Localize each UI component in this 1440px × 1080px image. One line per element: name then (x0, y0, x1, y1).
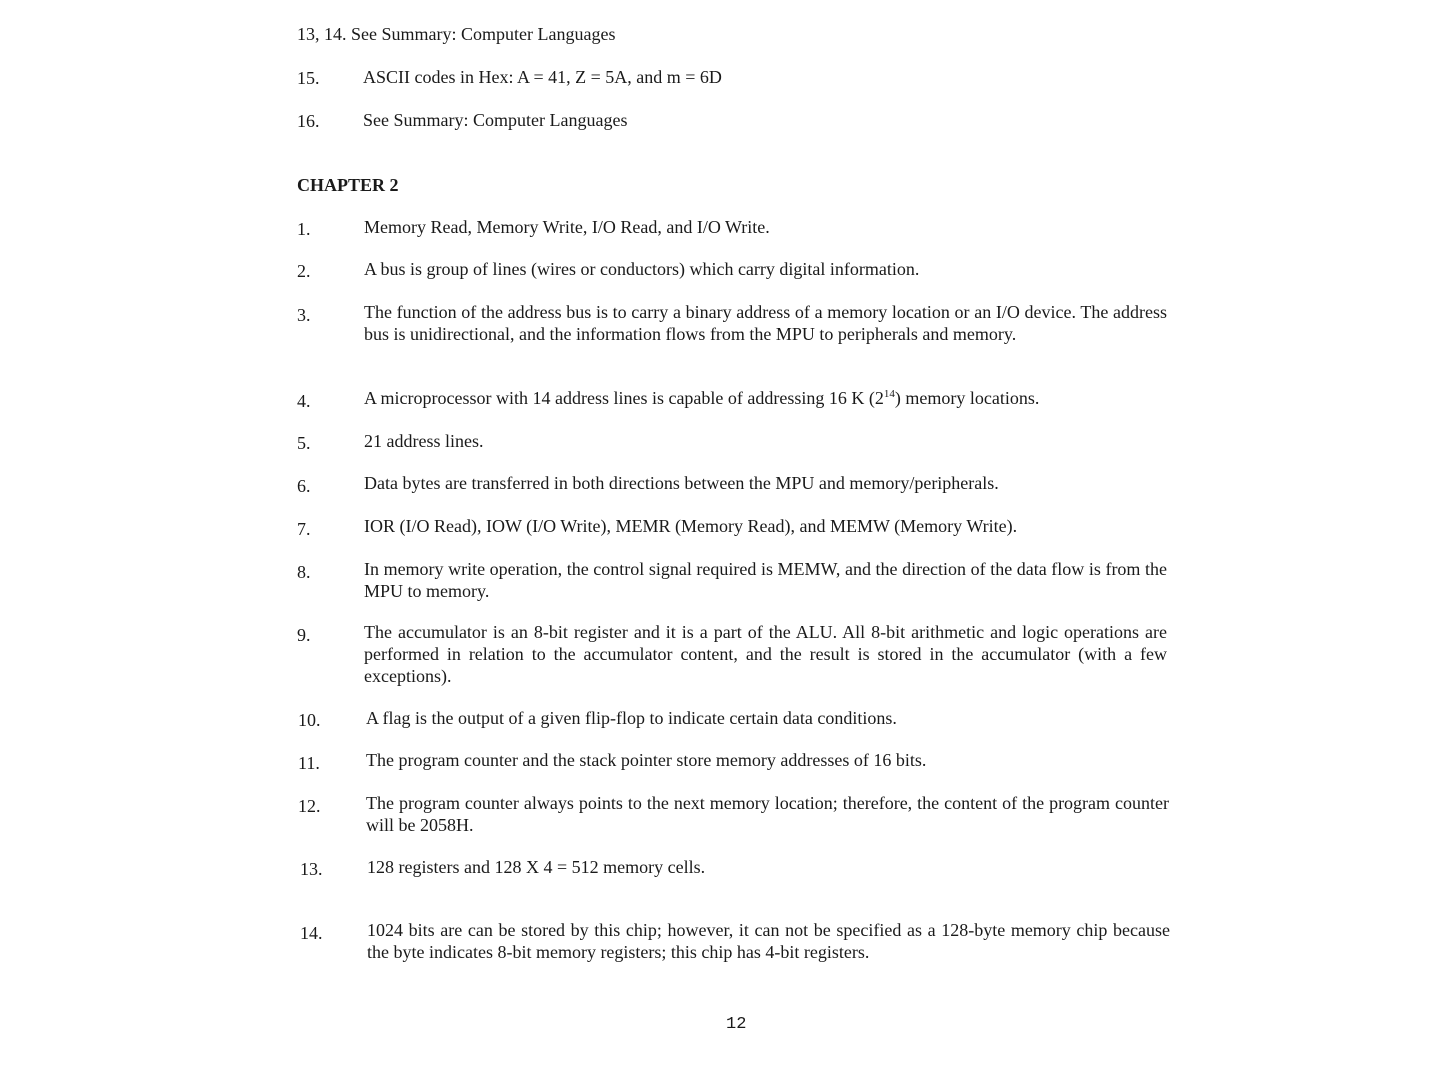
item-text: 21 address lines. (364, 431, 484, 451)
item-text: The program counter and the stack pointer store memory addresses of 16 bits. (366, 750, 927, 770)
item-text-part: A microprocessor with 14 address lines is capable of addressing 16 K (2 (364, 388, 884, 408)
item-text: The accumulator is an 8-bit register and it is a part of the ALU. All 8-bit arithmetic and logic operations are performed in relation to the accumulator content, and the result is stored in the accumulator (with a few exceptions). (364, 622, 1167, 686)
item-text: A flag is the output of a given flip-flop to indicate certain data conditions. (366, 708, 897, 728)
item-text-16: See Summary: Computer Languages (363, 110, 628, 130)
item-text-15: ASCII codes in Hex: A = 41, Z = 5A, and m = 6D (363, 67, 722, 87)
item-text: IOR (I/O Read), IOW (I/O Write), MEMR (Memory Read), and MEMW (Memory Write). (364, 516, 1018, 536)
item-number: 4. (297, 391, 311, 411)
item-text: Memory Read, Memory Write, I/O Read, and I/O Write. (364, 217, 770, 237)
item-text: The program counter always points to the next memory location; therefore, the content of the program counter will be 2058H. (366, 793, 1169, 835)
item-number: 2. (297, 261, 311, 281)
page-number: 12 (726, 1015, 747, 1034)
item-text: The function of the address bus is to carry a binary address of a memory location or an I/O device. The address bus is unidirectional, and the information flows from the MPU to peripherals and memory. (364, 302, 1167, 344)
item-text: A bus is group of lines (wires or conductors) which carry digital information. (364, 259, 920, 279)
item-number: 6. (297, 476, 311, 496)
exponent: 14 (883, 388, 895, 400)
item-text: 1024 bits are can be stored by this chip; however, it can not be specified as a 128-byte memory chip because the byte indicates 8-bit memory registers; this chip has 4-bit registers. (367, 920, 1170, 962)
item-text: In memory write operation, the control signal required is MEMW, and the direction of the data flow is from the MPU to memory. (364, 559, 1167, 601)
item-number: 13. (300, 859, 323, 879)
item-number: 7. (297, 519, 311, 539)
item-text: Data bytes are transferred in both directions between the MPU and memory/peripherals. (364, 473, 999, 493)
item-text: 128 registers and 128 X 4 = 512 memory cells. (367, 857, 706, 877)
item-number: 9. (297, 625, 311, 645)
item-number: 10. (298, 710, 321, 730)
item-text-part: ) memory locations. (894, 388, 1040, 408)
summary-reference-13-14: 13, 14. See Summary: Computer Languages (297, 24, 616, 44)
item-number: 12. (298, 796, 321, 816)
item-number: 14. (300, 923, 323, 943)
item-number: 8. (297, 562, 311, 582)
chapter-heading: CHAPTER 2 (297, 175, 399, 195)
item-number: 5. (297, 433, 311, 453)
item-number-15: 15. (297, 68, 320, 88)
item-number: 3. (297, 305, 311, 325)
item-number: 1. (297, 219, 311, 239)
item-number: 11. (298, 753, 320, 773)
item-text (364, 387, 1167, 409)
item-number-16: 16. (297, 111, 320, 131)
